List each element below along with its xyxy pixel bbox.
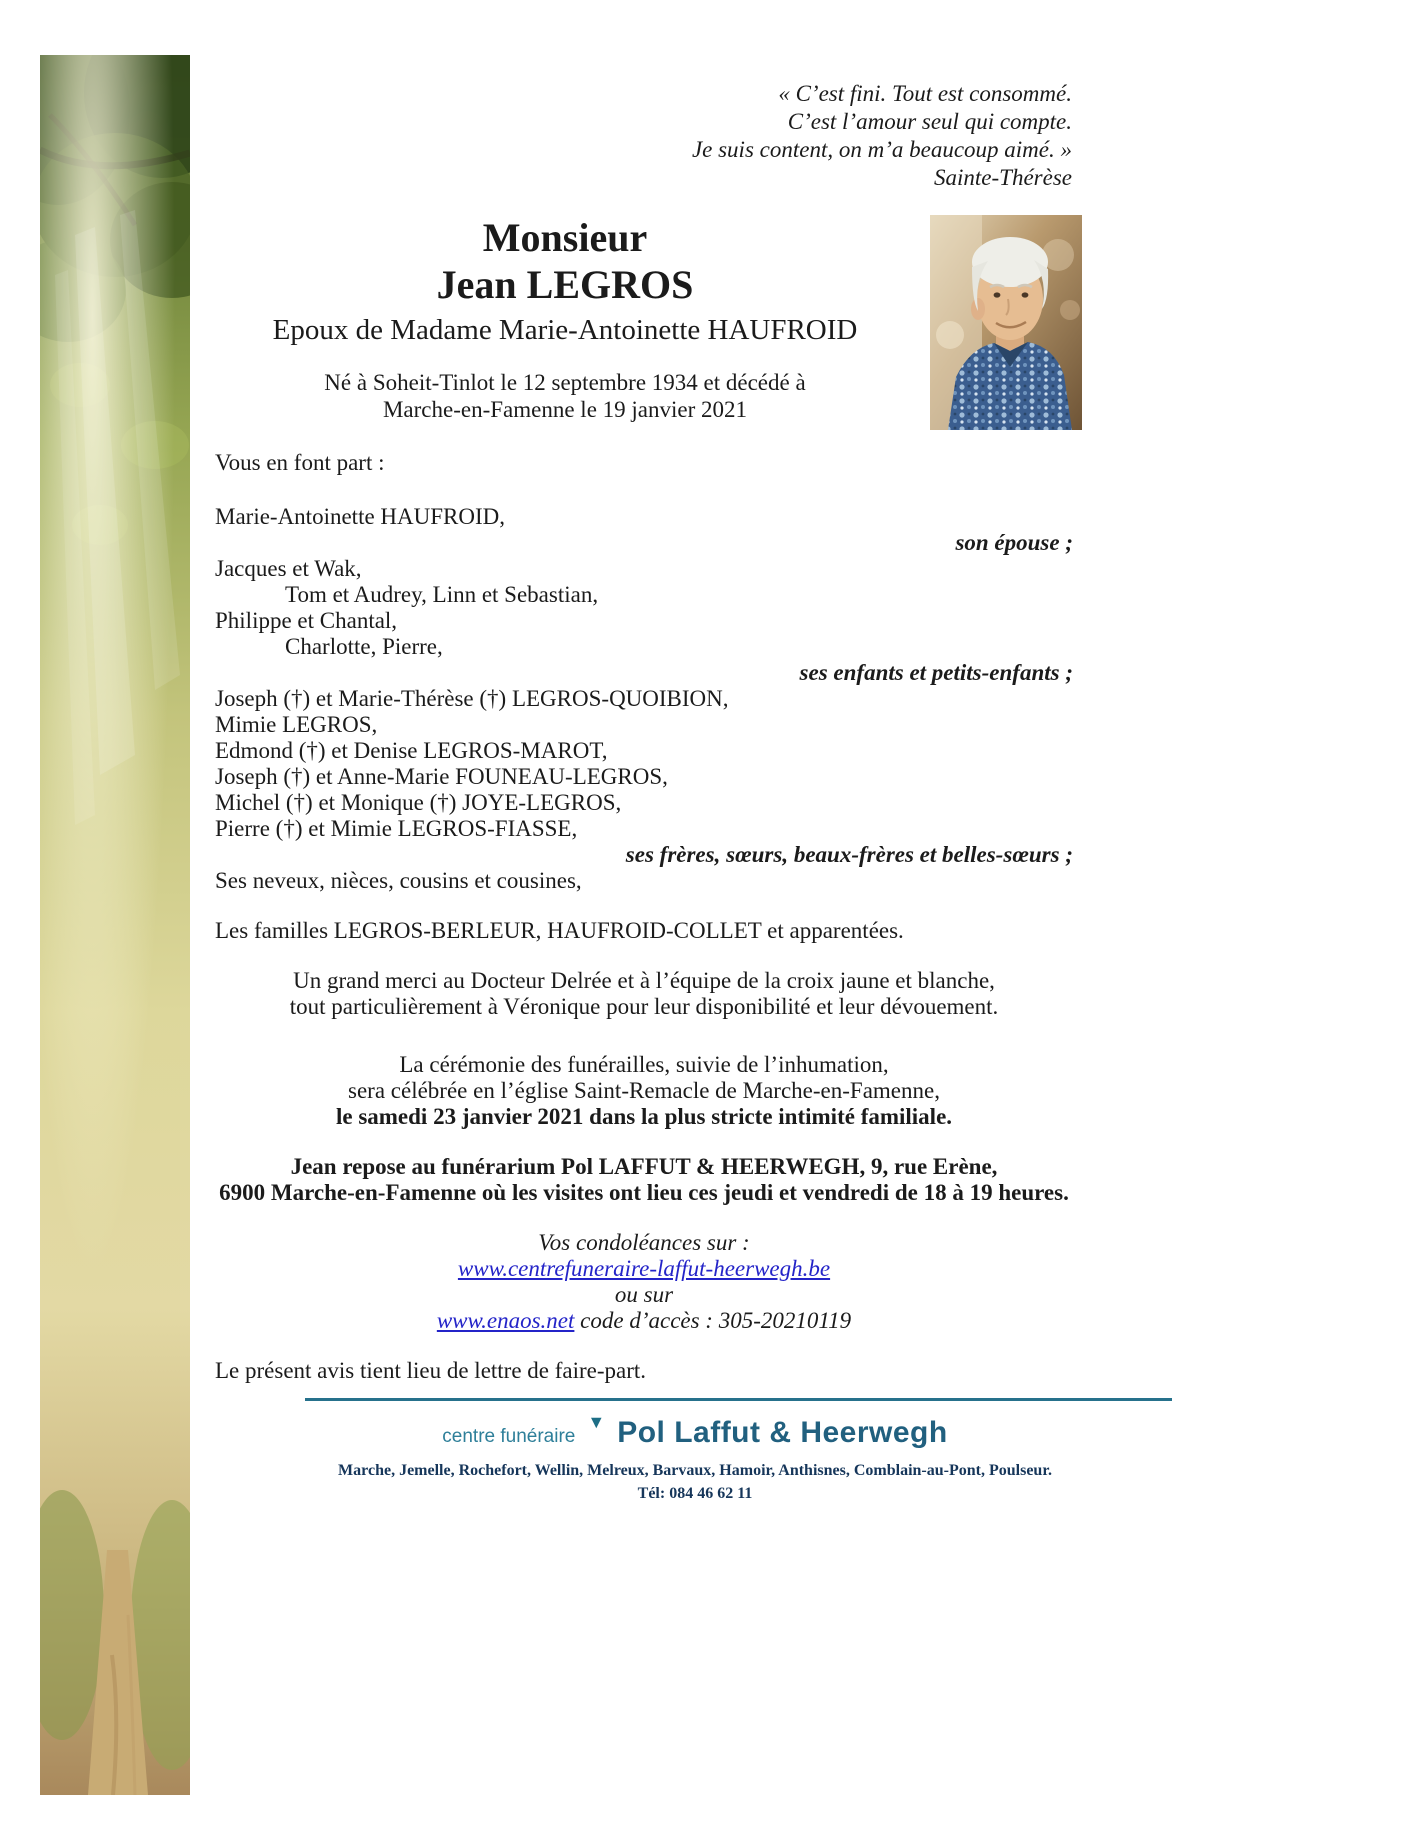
condolences-separator: ou sur <box>614 1282 674 1307</box>
family-line: Joseph (†) et Anne-Marie FOUNEAU-LEGROS, <box>215 764 668 789</box>
footer-brand <box>220 1412 1170 1450</box>
brand-mark-icon: ▼ <box>587 1412 606 1432</box>
quote-attribution: Sainte-Thérèse <box>934 165 1072 190</box>
family-line: Charlotte, Pierre, <box>285 634 443 659</box>
spouse-subtitle: Epoux de Madame Marie-Antoinette HAUFROID <box>272 314 858 346</box>
family-line: Tom et Audrey, Linn et Sebastian, <box>285 582 599 607</box>
repose-line-1: Jean repose au funérarium Pol LAFFUT & HEERWEGH, 9, rue Erène, <box>290 1154 998 1179</box>
deceased-name: Jean LEGROS <box>436 262 694 307</box>
quote-line-2: C’est l’amour seul qui compte. <box>787 109 1072 134</box>
siblings-role: ses frères, sœurs, beaux-frères et belles-sœurs ; <box>625 842 1073 867</box>
family-line: Mimie LEGROS, <box>215 712 378 737</box>
children-role: ses enfants et petits-enfants ; <box>799 660 1073 685</box>
family-line: Michel (†) et Monique (†) JOYE-LEGROS, <box>215 790 622 815</box>
relatives-line: Ses neveux, nièces, cousins et cousines, <box>215 868 582 893</box>
header <box>190 214 940 423</box>
footer-phone: Tél: 084 46 62 11 <box>637 1485 753 1502</box>
portrait-photo <box>930 215 1082 430</box>
legal-notice: Le présent avis tient lieu de lettre de faire-part. <box>215 1358 647 1383</box>
ceremony-line-2: sera célébrée en l’église Saint-Remacle de Marche-en-Famenne, <box>348 1078 940 1103</box>
announcement-body <box>215 450 1073 1384</box>
families-line: Les familles LEGROS-BERLEUR, HAUFROID-COLLET et apparentées. <box>215 918 904 943</box>
ceremony-line-1: La cérémonie des funérailles, suivie de l’inhumation, <box>399 1052 889 1077</box>
family-line: Jacques et Wak, <box>215 556 362 581</box>
ceremony-paragraph <box>215 1052 1073 1130</box>
family-line: Pierre (†) et Mimie LEGROS-FIASSE, <box>215 816 578 841</box>
thanks-line-1: Un grand merci au Docteur Delrée et à l’équipe de la croix jaune et blanche, <box>293 968 995 993</box>
footer-locations: Marche, Jemelle, Rochefort, Wellin, Melreux, Barvaux, Hamoir, Anthisnes, Comblain-au-Pont, Poulseur. <box>338 1462 1052 1479</box>
announcement-intro: Vous en font part : <box>215 450 385 475</box>
birth-death-line-2: Marche-en-Famenne le 19 janvier 2021 <box>382 397 748 422</box>
footer-brand-prefix: centre funéraire <box>442 1426 576 1447</box>
spouse-role: son épouse ; <box>955 530 1073 555</box>
footer-divider <box>305 1398 1172 1401</box>
footer-brand-name: Pol Laffut & Heerwegh <box>617 1416 948 1449</box>
thanks-paragraph <box>215 968 1073 1020</box>
birth-death-line-1: Né à Soheit-Tinlot le 12 septembre 1934 et décédé à <box>324 370 806 395</box>
spouse-name: Marie-Antoinette HAUFROID, <box>215 504 506 529</box>
birth-death-block <box>190 369 940 423</box>
title-monsieur: Monsieur <box>482 215 648 260</box>
condolences-intro: Vos condoléances sur : <box>538 1230 750 1255</box>
quote-line-1: « C’est fini. Tout est consommé. <box>778 81 1072 106</box>
repose-paragraph <box>215 1154 1073 1206</box>
family-line: Philippe et Chantal, <box>215 608 398 633</box>
thanks-line-2: tout particulièrement à Véronique pour leur disponibilité et leur dévouement. <box>289 994 999 1019</box>
condolence-link-2[interactable]: www.enaos.net <box>436 1308 575 1333</box>
condolence-link-1[interactable]: www.centrefuneraire-laffut-heerwegh.be <box>457 1256 831 1281</box>
repose-line-2: 6900 Marche-en-Famenne où les visites ont lieu ces jeudi et vendredi de 18 à 19 heures. <box>219 1180 1069 1205</box>
family-line: Joseph (†) et Marie-Thérèse (†) LEGROS-QUOIBION, <box>215 686 729 711</box>
opening-quote <box>692 80 1072 192</box>
footer <box>220 1412 1170 1503</box>
family-line: Edmond (†) et Denise LEGROS-MAROT, <box>215 738 608 763</box>
condolences-paragraph <box>215 1230 1073 1334</box>
quote-line-3: Je suis content, on m’a beaucoup aimé. » <box>691 137 1072 162</box>
ceremony-date-line: le samedi 23 janvier 2021 dans la plus stricte intimité familiale. <box>335 1104 953 1129</box>
forest-path-photo <box>40 55 190 1795</box>
access-code: code d’accès : 305-20210119 <box>580 1308 852 1333</box>
